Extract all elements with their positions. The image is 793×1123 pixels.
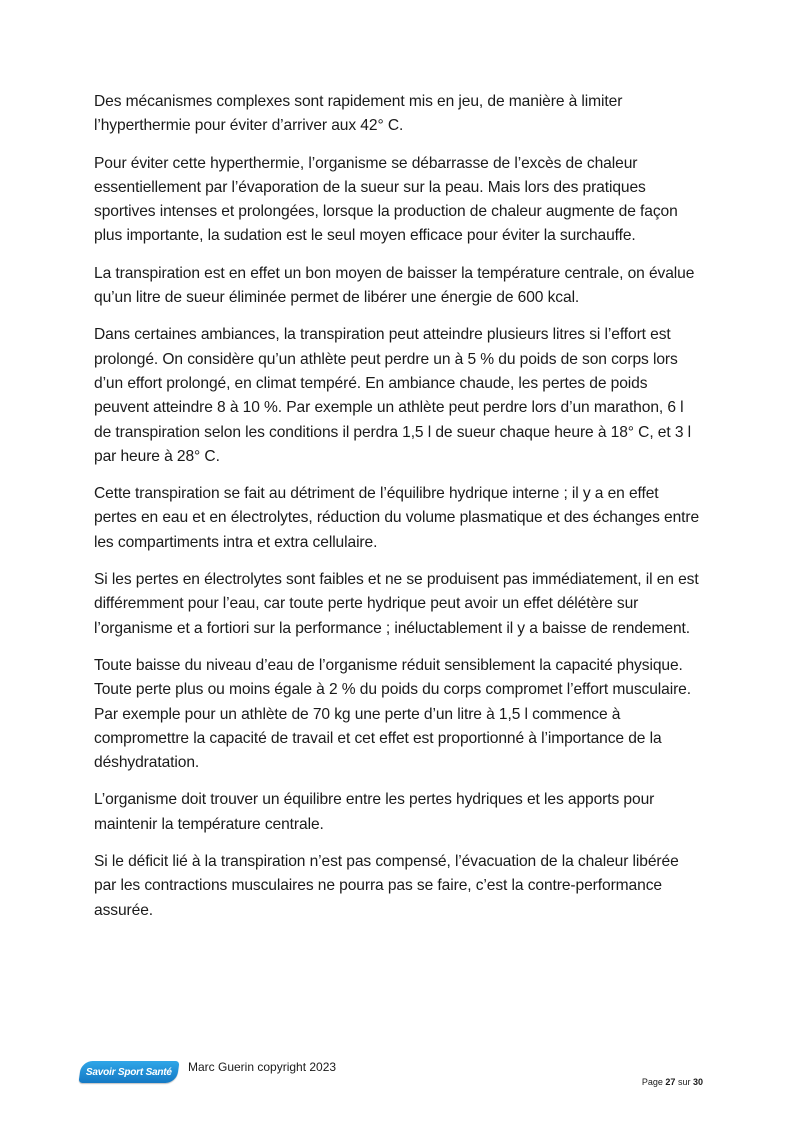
- paragraph-8: L’organisme doit trouver un équilibre entre les pertes hydriques et les apports pour maintenir la température centrale.: [94, 791, 655, 833]
- page-footer: [0, 1055, 793, 1095]
- paragraph-5: Cette transpiration se fait au détriment de l’équilibre hydrique interne ; il y a en effet pertes en eau et en électrolytes, réduction du volume plasmatique et des échanges entre les compartiments intra et extra cellulaire.: [94, 485, 700, 551]
- paragraph-9: Si le déficit lié à la transpiration n’est pas compensé, l’évacuation de la chaleur libérée par les contractions musculaires ne pourra pas se faire, c’est la contre-performance assurée.: [94, 853, 679, 919]
- page-number: [642, 1077, 703, 1087]
- page-separator: sur: [677, 1077, 691, 1087]
- document-body: [94, 90, 704, 936]
- savoir-sport-sante-logo: [78, 1061, 179, 1083]
- page-current: 27: [665, 1077, 676, 1087]
- paragraph-4: Dans certaines ambiances, la transpiration peut atteindre plusieurs litres si l’effort est prolongé. On considère qu’un athlète peut perdre un à 5 % du poids de son corps lors d’un effort prolongé, en climat tempéré. En ambiance chaude, les pertes de poids peuvent atteindre 8 à 10 %. Par exemple un athlète peut perdre lors d’un marathon, 6 l de transpiration selon les conditions il perdra 1,5 l de sueur chaque heure à 18° C, et 3 l par heure à 28° C.: [94, 326, 692, 465]
- paragraph-6: Si les pertes en électrolytes sont faibles et ne se produisent pas immédiatement, il en est différemment pour l’eau, car toute perte hydrique peut avoir un effet délétère sur l’organisme et a fortiori sur la performance ; inéluctablement il y a baisse de rendement.: [94, 571, 699, 637]
- page-label: Page: [641, 1077, 663, 1087]
- paragraph-7: Toute baisse du niveau d’eau de l’organisme réduit sensiblement la capacité physique. Toute perte plus ou moins égale à 2 % du poids du corps compromet l’effort musculaire. Par exemple pour un athlète de 70 kg une perte d’un litre à 1,5 l commence à compromettre la capacité de travail et cet effet est proportionné à l’importance de la déshydratation.: [94, 656, 691, 772]
- page-total: 30: [692, 1077, 703, 1087]
- paragraph-1: Des mécanismes complexes sont rapidement mis en jeu, de manière à limiter l’hyperthermie pour éviter d’arriver aux 42° C.: [94, 93, 623, 135]
- logo-text: Savoir Sport Santé: [86, 1066, 172, 1078]
- paragraph-3: La transpiration est en effet un bon moyen de baisser la température centrale, on évalue qu’un litre de sueur éliminée permet de libérer une énergie de 600 kcal.: [94, 264, 695, 307]
- paragraph-2: Pour éviter cette hyperthermie, l’organisme se débarrasse de l’excès de chaleur essentiellement par l’évaporation de la sueur sur la peau. Mais lors des pratiques sportives intenses et prolongées, lorsque la production de chaleur augmente de façon plus importante, la sudation est le seul moyen efficace pour éviter la surchauffe.: [94, 154, 678, 245]
- copyright-text: Marc Guerin copyright 2023: [188, 1060, 337, 1074]
